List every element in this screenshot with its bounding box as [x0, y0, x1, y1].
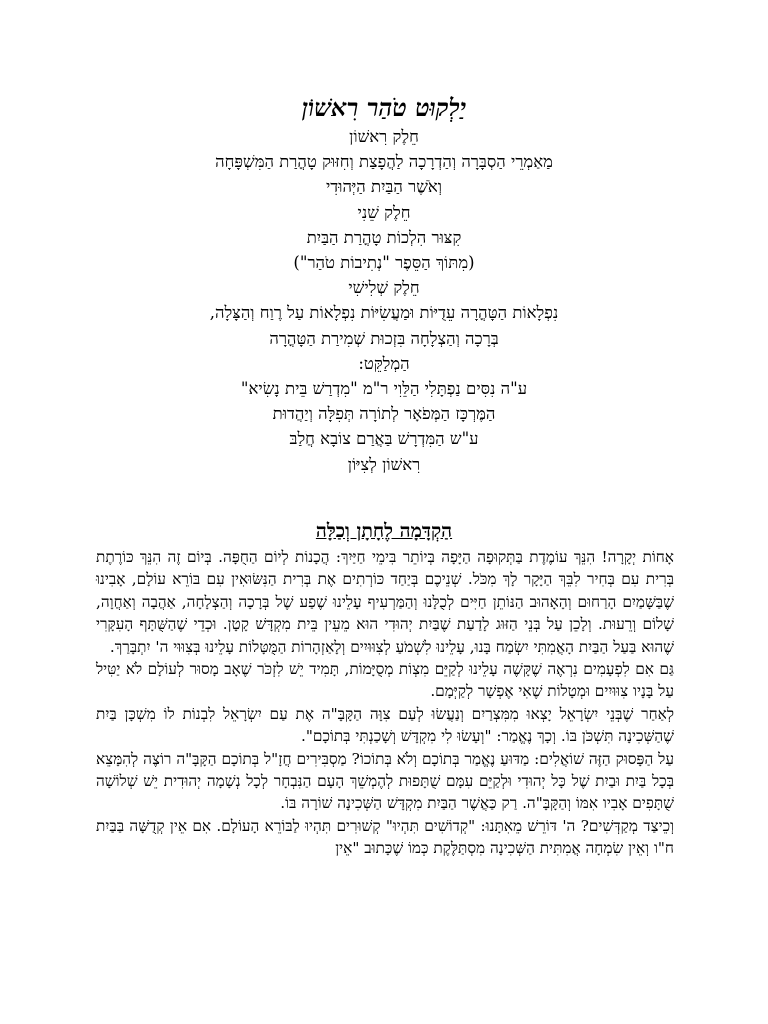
institution-dedication: ע"ש הַמִּדְרָשׁ בַּאֲרַם צוֹבָא חֲלַבּ: [289, 429, 479, 449]
intro-heading: הַקְדָּמָה לֶחָתָן וְכַלָּה: [315, 520, 453, 542]
part-one-subtitle-line-2: וְאֹשֶׁר הַבַּיִת הַיְּהוּדִי: [325, 177, 443, 197]
intro-paragraph-4: עַל הַפָּסוּק הַזֶּה שׁוֹאֲלִים: מַדּוּעַ נֶאֱמַר בְּתוֹכָם וְלֹא בְּתוֹכוֹ? מַסְבִּירִים חֲזָ"ל בְּתוֹכָם הַקָּבָּ"ה רוֹצֶה לְהִמָּצֵא בְּכָל בַּיִת וּבַיִת שֶׁל כָּל יְהוּדִי וּלְקַיֵּם עִמָּם שֻׁתָּפוּת לְהֶמְשֵׁךְ הָעָם הַנִּבְחָר לְכָל נְשָׁמָה יְהוּדִית יֵשׁ שְׁלוֹשָׁה שֻׁתָּפִים אָבִיו אִמּוֹ וְהַקָּבָּ"ה. רַק כַּאֲשֶׁר הַבַּיִת מִקְדָּשׁ הַשְּׁכִינָה שׁוֹרָה בּוֹ.: [96, 749, 674, 813]
part-three-heading: חֵלֶק שְׁלִישִׁי: [348, 278, 420, 298]
title-block: [100, 92, 668, 477]
part-one-heading: חֵלֶק רִאשׁוֹן: [349, 127, 419, 146]
compiler-label: הַמְלַקֵּט:: [358, 353, 410, 373]
part-one-subtitle-line-1: מַאַמְרֵי הַסְבָּרָה וְהַדְרָכָה לַהֲפָצַת וְחִזּוּק טָהֳרַת הַמִּשְׁפָּחָה: [215, 152, 553, 172]
location: רִאשׁוֹן לְצִיּוֹן: [347, 454, 421, 474]
intro-body: [96, 546, 674, 860]
part-three-subtitle-line-2: בְּרָכָה וְהַצְלָחָה בִּזְכוּת שְׁמִירַת הַטָּהֳרָה: [269, 328, 499, 348]
part-three-subtitle-line-1: נִפְלָאוֹת הַטָּהֳרָה עֵדֻיּוֹת וּמַעֲשִׂיּוֹת נִפְלָאוֹת עַל רֶוַח וְהַצָּלָה,: [209, 303, 559, 323]
intro-paragraph-5: וְכֵיצַד מְקַדְּשִׁים? ה' דּוֹרֵשׁ מֵאִתָּנוּ: "קְדוֹשִׁים תִּהְיוּ" קְשׁוּרִים תִּהְיוּ לַבּוֹרֵא הָעוֹלָם. אִם אֵין קְדֻשָּׁה בַּבַּיִת ח"ו וְאֵין שִׂמְחָה אֲמִתִּית הַשְּׁכִינָה מִסְתַּלֶּקֶת כְּמוֹ שֶׁכָּתוּב "אֵין: [96, 816, 674, 858]
intro-paragraph-2: גַּם אִם לִפְעָמִים נִרְאֶה שֶׁקָּשֶׁה עָלֵינוּ לְקַיֵּם מִצְוֹת מְסֻיָּמוֹת, תָּמִיד יֵשׁ לִזְכֹּר שֶׁאָב מָסוּר לְעוֹלָם לֹא יַטִּיל עַל בָּנָיו צִוּוּיִים וּמְטָלוֹת שֶׁאִי אֶפְשָׁר לְקַיְּמָם.: [96, 660, 674, 701]
intro-paragraph-1: אָחוֹת יְקָרָה! הִנֵּךְ עוֹמֶדֶת בַּתְּקוּפָה הַיָּפָה בְּיוֹתֵר בִּימֵי חַיַּיִךְ: הֲכָנוֹת לְיוֹם הַחֻפָּה. בְּיוֹם זֶה הִנֵּךְ כּוֹרֶתֶת בְּרִית עִם בְּחִיר לִבֵּךְ הַיָּקָר לָךְ מִכֹּל. שְׁנֵיכֶם בְּיַחַד כּוֹרְתִים אֶת בְּרִית הַנִּשּׂוּאִין עִם בּוֹרֵא עוֹלָם, אָבִינוּ שֶׁבַּשָּׁמַיִם הָרַחוּם וְהָאָהוּב הַנּוֹתֵן חַיִּים לְכֻלָּנוּ וְהַמַּרְעִיף עָלֵינוּ שֶׁפַע שֶׁל בְּרָכָה וְהַצְלָחָה, אַהֲבָה וְאַחֲוָה, שָׁלוֹם וְרֵעוּת. וְלָכֵן עַל בְּנֵי הַזּוּג לָדַעַת שֶׁבַּיִת יְהוּדִי הוּא מֵעֵין בֵּית מִקְדָּשׁ קָטָן. וּכְדֵי שֶׁהַשֻּׁתָּף הָעִקָּרִי שֶׁהוּא בַּעַל הַבַּיִת הָאֲמִתִּי יִשְׂמַח בָּנוּ, עָלֵינוּ לִשְׁמֹעַ לְצִוּוּיִים וְלָאַזְהָרוֹת הַמֻּטָּלוֹת עָלֵינוּ בְּצִוּוּי ה' יִתְבָּרַךְ.: [96, 548, 674, 656]
part-two-subtitle: קִצּוּר הִלְכוֹת טָהֳרַת הַבַּיִת: [306, 227, 462, 247]
intro-paragraph-3: לְאַחַר שֶׁבְּנֵי יִשְׂרָאֵל יָצְאוּ מִמִּצְרַיִם וְנַעֲשׂוּ לְעַם צִוָּה הַקָּבָּ"ה אֶת עַם יִשְׂרָאֵל לִבְנוֹת לוֹ מִשְׁכָּן בַּיִת שֶׁהַשְּׁכִינָה תִּשְׁכֹּן בּוֹ. וְכָךְ נֶאֱמַר: "וְעָשׂוּ לִי מִקְדָּשׁ וְשָׁכַנְתִּי בְּתוֹכָם".: [96, 704, 674, 746]
part-two-source: (מִתּוֹךְ הַסֵּפֶר "נְתִיבוֹת טֹהַר"): [293, 253, 475, 273]
book-title: יַלְקוּט טֹהַר רִאשׁוֹן: [301, 93, 467, 122]
compiler-name: ע"ה נִסִּים נַפְתָּלִי הַלֵּוִי ר"מ "מִדְרַשׁ בֵּית נָשִׂיא": [240, 379, 528, 399]
part-two-heading: חֵלֶק שֵׁנִי: [357, 202, 411, 222]
institution-name: הַמֶּרְכָּז הַמְּפֹאָר לְתוֹרָה תְּפִלָּה וְיַהֲדוּת: [272, 404, 496, 424]
